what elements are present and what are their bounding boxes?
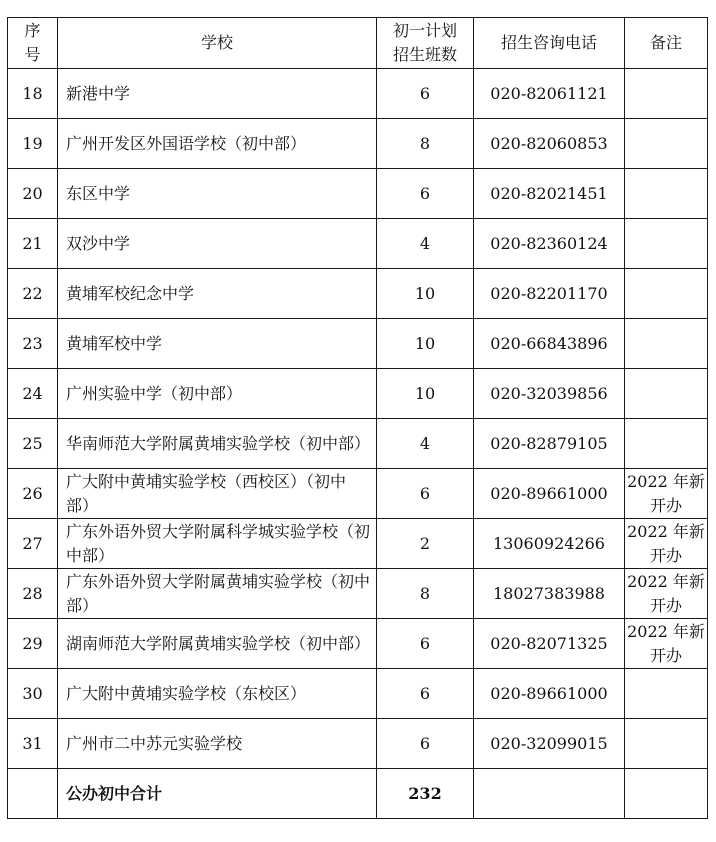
total-number-empty bbox=[8, 769, 58, 819]
table-row bbox=[8, 369, 708, 419]
row-note: 2022 年新开办 bbox=[625, 469, 708, 519]
row-number: 26 bbox=[8, 469, 58, 519]
table-row bbox=[8, 69, 708, 119]
table-body bbox=[8, 69, 708, 819]
row-school-name: 华南师范大学附属黄埔实验学校（初中部） bbox=[58, 419, 377, 469]
row-class-count: 6 bbox=[377, 69, 474, 119]
row-number: 28 bbox=[8, 569, 58, 619]
row-number: 31 bbox=[8, 719, 58, 769]
header-note: 备注 bbox=[625, 18, 708, 69]
row-class-count: 6 bbox=[377, 719, 474, 769]
row-school-name: 广州市二中苏元实验学校 bbox=[58, 719, 377, 769]
row-phone: 020-89661000 bbox=[474, 469, 625, 519]
row-phone: 020-32039856 bbox=[474, 369, 625, 419]
row-phone: 18027383988 bbox=[474, 569, 625, 619]
header-phone: 招生咨询电话 bbox=[474, 18, 625, 69]
table-row bbox=[8, 269, 708, 319]
total-label: 公办初中合计 bbox=[58, 769, 377, 819]
header-school: 学校 bbox=[58, 18, 377, 69]
row-school-name: 双沙中学 bbox=[58, 219, 377, 269]
row-number: 23 bbox=[8, 319, 58, 369]
row-school-name: 广大附中黄埔实验学校（西校区）（初中部） bbox=[58, 469, 377, 519]
table-row bbox=[8, 169, 708, 219]
row-school-name: 广大附中黄埔实验学校（东校区） bbox=[58, 669, 377, 719]
school-enrollment-table bbox=[7, 17, 708, 819]
row-phone: 020-82061121 bbox=[474, 69, 625, 119]
table-row bbox=[8, 669, 708, 719]
row-class-count: 10 bbox=[377, 319, 474, 369]
row-note bbox=[625, 219, 708, 269]
row-phone: 020-32099015 bbox=[474, 719, 625, 769]
row-note bbox=[625, 69, 708, 119]
row-phone: 020-82060853 bbox=[474, 119, 625, 169]
table-header bbox=[8, 18, 708, 69]
row-class-count: 10 bbox=[377, 369, 474, 419]
row-class-count: 6 bbox=[377, 669, 474, 719]
row-note bbox=[625, 119, 708, 169]
row-school-name: 广州实验中学（初中部） bbox=[58, 369, 377, 419]
row-note: 2022 年新开办 bbox=[625, 519, 708, 569]
total-class-count: 232 bbox=[377, 769, 474, 819]
table-row bbox=[8, 469, 708, 519]
row-note bbox=[625, 269, 708, 319]
row-phone: 020-82021451 bbox=[474, 169, 625, 219]
row-school-name: 黄埔军校中学 bbox=[58, 319, 377, 369]
header-row bbox=[8, 18, 708, 69]
table-row bbox=[8, 569, 708, 619]
total-note-empty bbox=[625, 769, 708, 819]
row-number: 29 bbox=[8, 619, 58, 669]
table-row bbox=[8, 119, 708, 169]
row-number: 21 bbox=[8, 219, 58, 269]
row-number: 24 bbox=[8, 369, 58, 419]
row-class-count: 6 bbox=[377, 469, 474, 519]
row-class-count: 4 bbox=[377, 419, 474, 469]
row-phone: 020-82071325 bbox=[474, 619, 625, 669]
row-phone: 13060924266 bbox=[474, 519, 625, 569]
total-row bbox=[8, 769, 708, 819]
table-row bbox=[8, 319, 708, 369]
row-school-name: 黄埔军校纪念中学 bbox=[58, 269, 377, 319]
row-phone: 020-82879105 bbox=[474, 419, 625, 469]
table-row bbox=[8, 619, 708, 669]
row-class-count: 10 bbox=[377, 269, 474, 319]
row-note bbox=[625, 369, 708, 419]
row-number: 20 bbox=[8, 169, 58, 219]
row-number: 18 bbox=[8, 69, 58, 119]
row-class-count: 6 bbox=[377, 619, 474, 669]
row-phone: 020-89661000 bbox=[474, 669, 625, 719]
row-note: 2022 年新开办 bbox=[625, 619, 708, 669]
header-no bbox=[8, 18, 58, 69]
row-phone: 020-82201170 bbox=[474, 269, 625, 319]
row-class-count: 4 bbox=[377, 219, 474, 269]
row-school-name: 广东外语外贸大学附属黄埔实验学校（初中部） bbox=[58, 569, 377, 619]
table-row bbox=[8, 519, 708, 569]
row-number: 30 bbox=[8, 669, 58, 719]
row-class-count: 2 bbox=[377, 519, 474, 569]
row-note bbox=[625, 319, 708, 369]
header-classes bbox=[377, 18, 474, 69]
row-school-name: 东区中学 bbox=[58, 169, 377, 219]
row-number: 19 bbox=[8, 119, 58, 169]
row-note: 2022 年新开办 bbox=[625, 569, 708, 619]
row-class-count: 8 bbox=[377, 119, 474, 169]
total-phone-empty bbox=[474, 769, 625, 819]
row-note bbox=[625, 669, 708, 719]
header-classes-line1: 初一计划 bbox=[392, 21, 457, 40]
row-school-name: 湖南师范大学附属黄埔实验学校（初中部） bbox=[58, 619, 377, 669]
row-number: 25 bbox=[8, 419, 58, 469]
row-school-name: 广东外语外贸大学附属科学城实验学校（初中部） bbox=[58, 519, 377, 569]
row-note bbox=[625, 719, 708, 769]
header-no-line1: 序 bbox=[24, 21, 41, 40]
table-row bbox=[8, 419, 708, 469]
header-no-line2: 号 bbox=[24, 45, 41, 64]
table-row bbox=[8, 219, 708, 269]
row-note bbox=[625, 419, 708, 469]
row-class-count: 6 bbox=[377, 169, 474, 219]
row-number: 22 bbox=[8, 269, 58, 319]
row-school-name: 广州开发区外国语学校（初中部） bbox=[58, 119, 377, 169]
header-classes-line2: 招生班数 bbox=[392, 45, 457, 64]
row-class-count: 8 bbox=[377, 569, 474, 619]
row-phone: 020-66843896 bbox=[474, 319, 625, 369]
row-school-name: 新港中学 bbox=[58, 69, 377, 119]
row-note bbox=[625, 169, 708, 219]
row-number: 27 bbox=[8, 519, 58, 569]
table-row bbox=[8, 719, 708, 769]
row-phone: 020-82360124 bbox=[474, 219, 625, 269]
